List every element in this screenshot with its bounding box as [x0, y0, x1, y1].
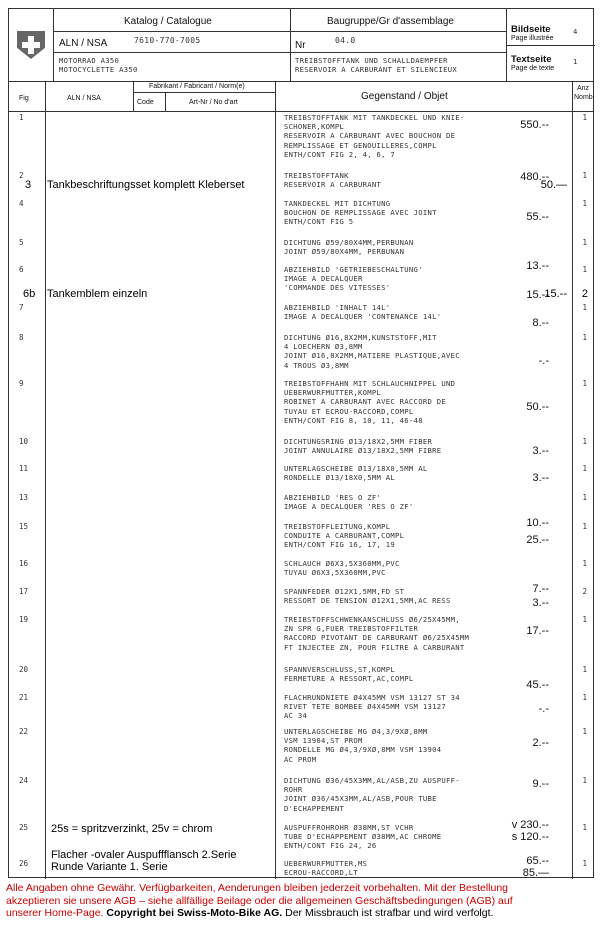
row-description-line: UEBERWURFMUTTER,MS	[284, 859, 368, 868]
nr-label: Nr	[295, 40, 306, 51]
col-manufacturer: Fabrikant / Fabricant / Norm(e)	[149, 83, 245, 90]
row-fig: 25	[19, 823, 29, 832]
row-description-line: ABZIEHBILD 'GETRIEBESCHALTUNG'	[284, 265, 423, 274]
row-qty: 1	[582, 464, 587, 473]
row-description-line: TUYAU Ø6X3,5X360MM,PVC	[284, 568, 386, 578]
row-qty: 1	[582, 493, 587, 502]
row-qty: 1	[582, 303, 587, 312]
row-qty: 1	[582, 693, 587, 702]
row-fig: 13	[19, 493, 29, 502]
row-description-line: TANKDECKEL MIT DICHTUNG	[284, 199, 391, 208]
row-description-line: DICHTUNG Ø16,8X2MM,KUNSTSTOFF,MIT	[284, 333, 437, 342]
row-qty: 1	[582, 859, 587, 868]
row-description-line: RACCORD PIVOTANT DE CARBURANT Ø6/25X45MM	[284, 633, 470, 643]
row-price-secondary: 85.—	[522, 867, 549, 879]
catalog-label: Katalog / Catalogue	[124, 16, 212, 27]
row-fig: 19	[19, 615, 29, 624]
row-description-line: TUBE D'ECHAPPEMENT Ø38MM,AC CHROME	[284, 832, 442, 842]
row-description-line: JOINT ANNULAIRE Ø13/18X2,5MM FIBRE	[284, 446, 442, 456]
row-description-line: FLACHRUNDNIETE Ø4X45MM VSM 13127 ST 34	[284, 693, 460, 702]
model-line-fr: MOTOCYCLETTE A350	[59, 65, 138, 74]
row-description-line: TREIBSTOFFSCHWENKANSCHLUSS Ø6/25X45MM,	[284, 615, 460, 624]
row-price: 45.--	[526, 679, 549, 691]
row-price: 65.--	[526, 855, 549, 867]
row-fig: 20	[19, 665, 29, 674]
row-fig: 5	[19, 238, 24, 247]
row-description-line: JOINT Ø36/45X3MM,AL/ASB,POUR TUBE	[284, 794, 437, 804]
assembly-line-de: TREIBSTOFFTANK UND SCHALLDAEMPFER	[295, 56, 448, 65]
row-description-line: FERMETURE A RESSORT,AC,COMPL	[284, 674, 414, 684]
row-qty: 1	[582, 823, 587, 832]
disclaimer-text	[6, 882, 596, 920]
row-description-line: SPANNVERSCHLUSS,ST,KOMPL	[284, 665, 396, 674]
row-fig: 17	[19, 587, 29, 596]
row-qty: 1	[582, 437, 587, 446]
inserted-row6b-qty: 2	[581, 288, 588, 300]
row-qty: 1	[582, 171, 587, 180]
row-qty: 1	[582, 615, 587, 624]
col-object: Gegenstand / Objet	[361, 91, 448, 102]
row-description-line: RIVET TETE BOMBEE Ø4X45MM VSM 13127	[284, 702, 446, 712]
row-description-line: ZN SPR G,FUER TREIBSTOFFILTER	[284, 624, 419, 634]
row-price: 13.--	[526, 260, 549, 272]
row-price: 17.--	[526, 625, 549, 637]
nr-value: 04.0	[335, 36, 356, 45]
row-description-line: RESERVOIR A CARBURANT	[284, 180, 382, 190]
row-fig: 7	[19, 303, 24, 312]
row-fig: 1	[19, 113, 24, 122]
row-price: 50.--	[526, 401, 549, 413]
assembly-line-fr: RESERVOIR A CARBURANT ET SILENCIEUX	[295, 65, 457, 74]
row-description-line: D'ECHAPPEMENT	[284, 803, 345, 813]
row-description-line: ABZIEHBILD 'INHALT 14L'	[284, 303, 391, 312]
catalog-page	[8, 8, 594, 878]
inserted-fig-3: 3	[25, 179, 32, 191]
row-description-line: ROHR	[284, 785, 303, 795]
row-description-line: BOUCHON DE REMPLISSAGE AVEC JOINT	[284, 208, 437, 218]
row-description-line: TREIBSTOFFTANK MIT TANKDECKEL UND KNIE-	[284, 113, 465, 122]
inserted-row6b-text: Tankemblem einzeln	[47, 288, 148, 300]
row-description-line: ABZIEHBILD 'RES O ZF'	[284, 493, 382, 502]
row-description-line: IMAGE A DECALQUER	[284, 274, 363, 284]
row-description-line: DICHTUNG Ø59/80X4MM,PERBUNAN	[284, 238, 414, 247]
text-page-label-fr: Page de texte	[511, 65, 555, 72]
picture-page-label: Bildseite	[511, 24, 551, 35]
inserted-row6b-price: 15.--	[544, 288, 567, 300]
row-description-line: TREIBSTOFFHAHN MIT SCHLAUCHNIPPEL UND	[284, 379, 456, 388]
row-fig: 16	[19, 559, 29, 568]
row-qty: 1	[582, 665, 587, 674]
row-description-line: JOINT Ø59/80X4MM, PERBUNAN	[284, 247, 405, 257]
aln-label: ALN / NSA	[59, 38, 108, 49]
row-description-line: RONDELLE Ø13/18X0,5MM AL	[284, 473, 396, 483]
row-price: -.-	[538, 355, 549, 367]
row-price: 480.--	[520, 171, 549, 183]
row-description-line: SPANNFEDER Ø12X1,5MM,FD ST	[284, 587, 405, 596]
row-description-line: ENTH/CONT FIG 5	[284, 217, 354, 227]
row-description-line: VSM 13904,ST PROM	[284, 736, 363, 746]
row-fig: 6	[19, 265, 24, 274]
row-fig: 24	[19, 776, 29, 785]
row-description-line: IMAGE A DECALQUER 'RES O ZF'	[284, 502, 414, 512]
picture-page-label-fr: Page illustrée	[511, 35, 554, 42]
disclaimer-line2: akzeptieren sie unsere AGB – siehe allfällige Beilage oder die allgemeinen Geschäftsbedingungen (AGB) auf	[6, 894, 513, 907]
row-fig: 26	[19, 859, 29, 868]
row-price: 3.--	[532, 445, 549, 457]
row-description-line: REMPLISSAGE ET GENOUILLERES,COMPL	[284, 140, 437, 150]
row-price-secondary: s 120.--	[511, 831, 549, 843]
row-description-line: RESSORT DE TENSION Ø12X1,5MM,AC RESS	[284, 596, 451, 606]
row-qty: 1	[582, 559, 587, 568]
row-description-line: TREIBSTOFFLEITUNG,KOMPL	[284, 522, 391, 531]
inserted-row25-note: 25s = spritzverzinkt, 25v = chrom	[51, 823, 213, 835]
row-description-line: TREIBSTOFFTANK	[284, 171, 349, 180]
row-price: v 230.--	[511, 819, 549, 831]
col-qty-fr: Nomb	[574, 94, 593, 101]
row-fig: 11	[19, 464, 29, 473]
row-description-line: UNTERLAGSCHEIBE MG Ø4,3/9XØ,8MM	[284, 727, 428, 736]
row-price: -.-	[538, 703, 549, 715]
row-qty: 1	[582, 238, 587, 247]
row-description-line: ECROU-RACCORD,LT	[284, 868, 359, 878]
inserted-row3-text: Tankbeschriftungsset komplett Kleberset	[47, 179, 245, 191]
row-price: 25.--	[526, 534, 549, 546]
row-price: 9.--	[532, 778, 549, 790]
inserted-fig-6b: 6b	[23, 288, 36, 300]
row-price: 550.--	[520, 119, 549, 131]
row-qty: 1	[582, 113, 587, 122]
assembly-label: Baugruppe/Gr d'assemblage	[327, 16, 454, 27]
row-qty: 1	[582, 333, 587, 342]
row-description-line: TUYAU ET ECROU-RACCORD,COMPL	[284, 406, 414, 416]
row-price: 8.--	[532, 317, 549, 329]
row-description-line: CONDUITE A CARBURANT,COMPL	[284, 531, 405, 541]
swiss-cross-icon	[17, 31, 45, 59]
row-price: 2.--	[532, 737, 549, 749]
row-fig: 8	[19, 333, 24, 342]
row-description-line: ENTH/CONT FIG 16, 17, 19	[284, 540, 396, 550]
row-qty: 1	[582, 265, 587, 274]
row-price: 3.--	[532, 472, 549, 484]
row-description-line: UEBERWURFMUTTER,KOMPL	[284, 388, 382, 398]
row-qty: 2	[582, 587, 587, 596]
row-price: 55.--	[526, 211, 549, 223]
row-qty: 1	[582, 379, 587, 388]
row-description-line: 'COMMANDE DES VITESSES'	[284, 283, 391, 293]
disclaimer-line1: Alle Angaben ohne Gewähr. Verfügbarkeiten, Aenderungen bleiben jederzeit vorbehalten. Mit der Bestellung	[6, 882, 509, 894]
row-description-line: RONDELLE MG Ø4,3/9XØ,8MM VSM 13904	[284, 745, 442, 755]
row-description-line: JOINT Ø16,8X2MM,MATIERE PLASTIQUE,AVEC	[284, 351, 460, 361]
row-description-line: IMAGE A DECALQUER 'CONTENANCE 14L'	[284, 312, 442, 322]
model-line-de: MOTORRAD A350	[59, 56, 120, 65]
row-description-line: SCHLAUCH Ø6X3,5X360MM,PVC	[284, 559, 400, 568]
disclaimer-line3-start: unserer Home-Page.	[6, 907, 107, 919]
row-description-line: AUSPUFFROHROHR Ø38MM,ST VCHR	[284, 823, 414, 832]
col-code: Code	[137, 99, 154, 106]
row-description-line: ENTH/CONT FIG 24, 26	[284, 841, 377, 851]
row-description-line: 4 LOECHERN Ø3,8MM	[284, 342, 363, 352]
row-qty: 1	[582, 522, 587, 531]
row-fig: 2	[19, 171, 24, 180]
row-fig: 21	[19, 693, 29, 702]
row-description-line: SCHONER,KOMPL	[284, 122, 345, 132]
row-fig: 15	[19, 522, 29, 531]
row-description-line: FT INJECTEE ZN, POUR FILTRE A CARBURANT	[284, 642, 465, 652]
row-description-line: UNTERLAGSCHEIBE Ø13/18X0,5MM AL	[284, 464, 428, 473]
inserted-row26-note2: Runde Variante 1. Serie	[51, 861, 168, 873]
row-qty: 1	[582, 199, 587, 208]
row-description-line: ROBINET A CARBURANT AVEC RACCORD DE	[284, 397, 446, 407]
row-description-line: 4 TROUS Ø3,8MM	[284, 360, 349, 370]
row-fig: 10	[19, 437, 29, 446]
table-header	[9, 81, 593, 112]
row-fig: 4	[19, 199, 24, 208]
row-fig: 22	[19, 727, 29, 736]
row-qty: 1	[582, 727, 587, 736]
row-price: 3.--	[532, 597, 549, 609]
col-art-nr: Art-Nr / No d'art	[189, 99, 238, 106]
row-fig: 9	[19, 379, 24, 388]
row-price: 10.--	[526, 517, 549, 529]
row-description-line: DICHTUNG Ø36/45X3MM,AL/ASB,ZU AUSPUFF-	[284, 776, 460, 785]
picture-page-value: 4	[573, 27, 578, 36]
row-description-line: ENTH/CONT FIG 2, 4, 6, 7	[284, 149, 396, 159]
row-price: 7.--	[532, 583, 549, 595]
col-aln: ALN / NSA	[67, 95, 101, 102]
inserted-row3-price: 50.—	[540, 179, 567, 191]
text-page-value: 1	[573, 57, 578, 66]
disclaimer-line3-end: Der Missbrauch ist strafbar und wird verfolgt.	[282, 907, 494, 919]
text-page-label: Textseite	[511, 54, 552, 65]
row-price: 15.--	[526, 289, 549, 301]
row-qty: 1	[582, 776, 587, 785]
row-description-line: RESERVOIR A CARBURANT AVEC BOUCHON DE	[284, 131, 456, 141]
catalog-header	[9, 9, 593, 82]
aln-value: 7610-770-7005	[134, 36, 201, 45]
inserted-row26-note1: Flacher -ovaler Auspuffflansch 2.Serie	[51, 849, 237, 861]
row-description-line: AC 34	[284, 711, 308, 721]
row-description-line: DICHTUNGSRING Ø13/18X2,5MM FIBER	[284, 437, 433, 446]
row-description-line: ENTH/CONT FIG 8, 10, 11, 46-48	[284, 415, 423, 425]
col-qty-de: Anz	[577, 85, 590, 92]
col-fig: Fig	[19, 95, 29, 102]
row-description-line: AC PROM	[284, 754, 317, 764]
disclaimer-copyright: Copyright bei Swiss-Moto-Bike AG.	[106, 907, 283, 919]
